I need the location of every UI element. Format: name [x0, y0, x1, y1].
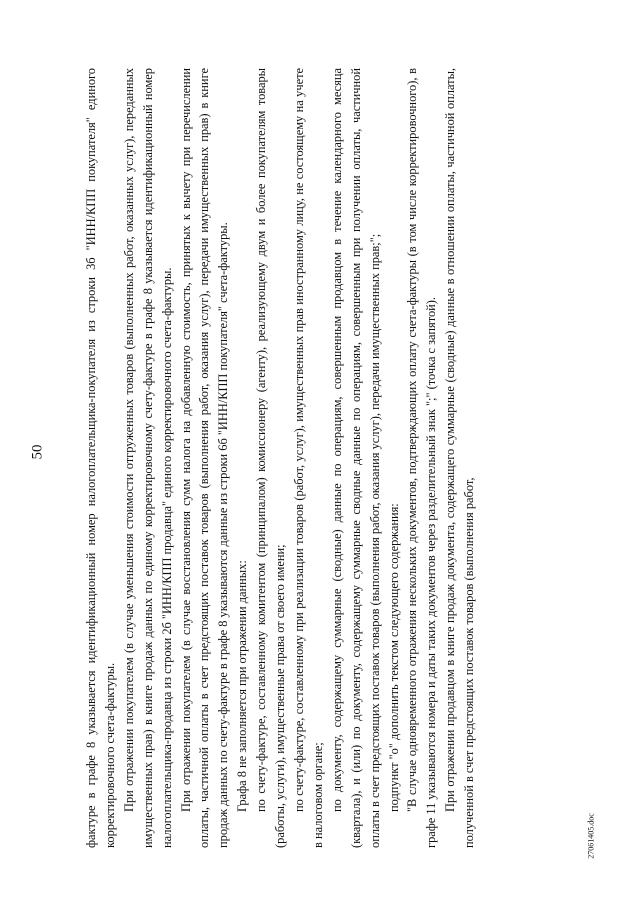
paragraph-10: При отражении продавцом в книге продаж документа, содержащего суммарные (сводные) данные в отношении оплаты, частичной оплаты, полученной в счет предстоящих поставок товаров (выполнения работ, [443, 68, 477, 848]
paragraph-6: по счету-фактуре, составленному при реализации товаров (работ, услуг), имущественных прав иностранному лицу, не состоящему на учете в налоговом органе; [291, 68, 325, 848]
footer-filename: 27061405.doc [586, 813, 596, 859]
paragraph-8: подпункт "о" дополнить текстом следующего содержания: [386, 503, 401, 812]
paragraph-2: При отражении покупателем (в случае уменьшения стоимости отгруженных товаров (выполненных работ, оказанных услуг), переданных имущественных прав) в книге продаж данных по единому корректировочному счету-фактуре в графе 8 указывается идентификационный номер налогоплательщика-продавца из строки 2б "ИНН/КПП продавца" единого корректировочного счета-фактуры. [121, 68, 174, 848]
paragraph-5: по счету-фактуре, составленному комитентом (принципалом) комиссионеру (агенту), реализующему двум и более покупателям товары (работы, услуги), имущественные права от своего имени; [254, 68, 288, 848]
paragraph-7: по документу, содержащему суммарные (сводные) данные по операциям, совершенным продавцом в течение календарного месяца (квартала), и (или) по документу, содержащему суммарные сводные данные по операциям, совершенным при получении оплаты, частичной оплаты в счет предстоящих поставок товаров (выполнения работ, оказания услуг), передачи имущественных прав;"; [329, 68, 382, 848]
paragraph-1: фактуре в графе 8 указывается идентификационный номер налогоплательщика-покупателя из строки 3б "ИНН/КПП покупателя" единого корректировочного счета-фактуры. [84, 68, 117, 848]
paragraph-4: Графа 8 не заполняется при отражении данных: [235, 560, 250, 812]
document-body [82, 68, 479, 848]
paragraph-3: При отражении покупателем (в случае восстановления сумм налога на добавленную стоимость, принятых к вычету при перечислении оплаты, частичной оплаты в счет предстоящих поставок товаров (выполнения работ, оказания услуг), передачи имущественных прав) в книге продаж данных по счету-фактуре в графе 8 указываются данные из строки 6б "ИНН/КПП покупателя" счета-фактуры. [178, 68, 231, 848]
paragraph-9: "В случае одновременного отражения нескольких документов, подтверждающих оплату счета-фактуры (в том числе корректировочного), в графе 11 указываются номера и даты таких документов через разделительный знак ";" (точка с запятой). [405, 68, 439, 848]
page-number: 50 [29, 444, 46, 460]
